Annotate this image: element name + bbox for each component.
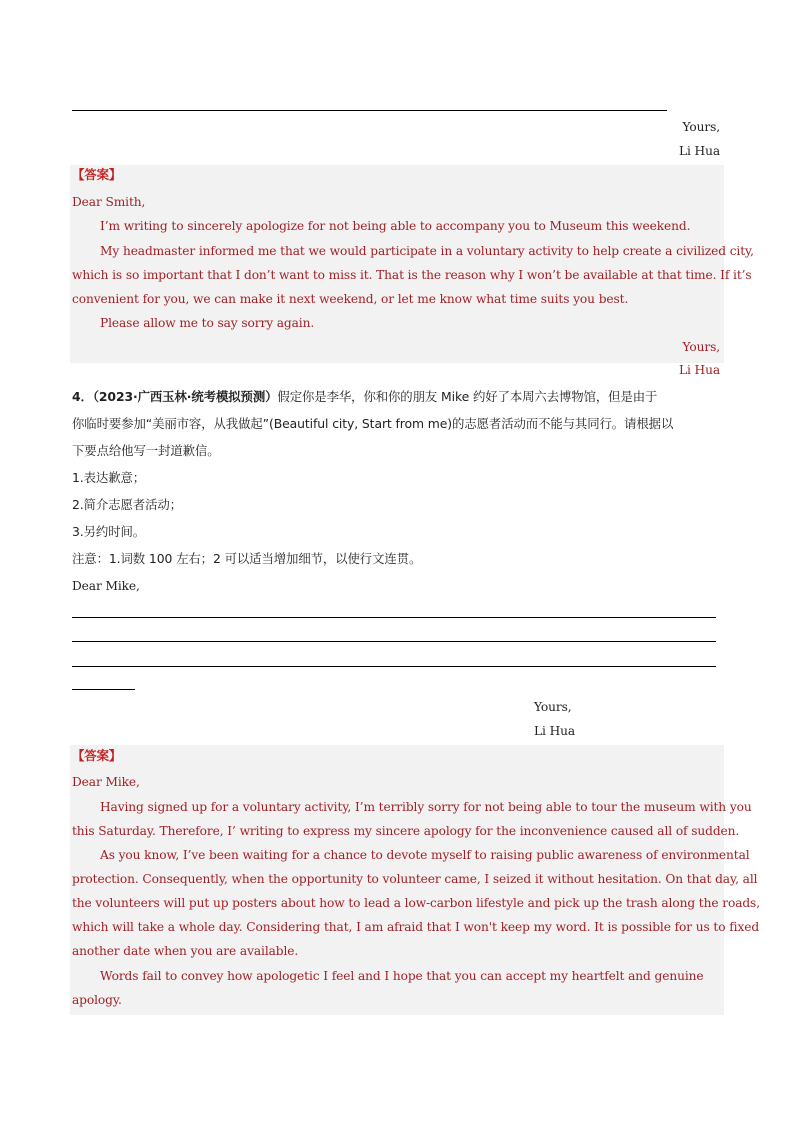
answer-paragraph: My headmaster informed me that we would participate in a voluntary activity to help create a civilized city, [100, 244, 754, 258]
answer-paragraph: Having signed up for a voluntary activity, I’m terribly sorry for not being able to tour the museum with you [100, 800, 752, 814]
question-text: 你临时要参加“美丽市容，从我做起”(Beautiful city, Start from me)的志愿者活动而不能与其同行。请根据以 [72, 416, 674, 431]
writing-line [72, 666, 716, 667]
question-text: 下要点给他写一封道歉信。 [72, 443, 220, 458]
answer-greeting: Dear Mike, [72, 775, 140, 789]
answer-paragraph: convenient for you, we can make it next weekend, or let me know what time suits you best. [72, 292, 629, 306]
question-4-line-1 [72, 389, 657, 405]
answer-closing: Yours, [682, 340, 720, 354]
answer-block-1 [70, 165, 724, 363]
closing-text: Yours, [534, 700, 572, 714]
answer-paragraph: Words fail to convey how apologetic I feel and I hope that you can accept my heartfelt and genuine [100, 969, 704, 983]
answer-paragraph: protection. Consequently, when the opportunity to volunteer came, I seized it without hesitation. On that day, all [72, 872, 758, 886]
writing-line [72, 689, 135, 690]
answer-paragraph: which will take a whole day. Considering that, I am afraid that I won't keep my word. It is possible for us to fixed [72, 920, 760, 934]
answer-paragraph: apology. [72, 993, 122, 1007]
signature-text: Li Hua [534, 724, 576, 738]
question-point: 1.表达歉意； [72, 470, 146, 485]
question-text: 假定你是李华，你和你的朋友 Mike 约好了本周六去博物馆，但是由于 [277, 389, 658, 404]
writing-line [72, 110, 667, 111]
question-source: （2023·广西玉林·统考模拟预测） [92, 389, 278, 404]
answer-paragraph: As you know, I’ve been waiting for a chance to devote myself to raising public awareness of environmental [100, 848, 750, 862]
writing-line [72, 617, 716, 618]
answer-paragraph: I’m writing to sincerely apologize for not being able to accompany you to Museum this weekend. [100, 219, 691, 233]
answer-paragraph: this Saturday. Therefore, I’ writing to express my sincere apology for the inconvenience caused all of sudden. [72, 824, 740, 838]
answer-paragraph: which is so important that I don’t want to miss it. That is the reason why I won’t be available at that time. If it’s [72, 268, 752, 282]
closing-text: Yours, [682, 120, 720, 134]
question-note: 注意：1.词数 100 左右；2 可以适当增加细节，以使行文连贯。 [72, 551, 422, 566]
answer-paragraph: Please allow me to say sorry again. [100, 316, 315, 330]
question-point: 3.另约时间。 [72, 524, 146, 539]
answer-label: 【答案】 [72, 167, 122, 182]
question-number: 4． [72, 389, 93, 404]
letter-greeting: Dear Mike, [72, 579, 140, 593]
writing-line [72, 641, 716, 642]
question-point: 2.简介志愿者活动； [72, 497, 182, 512]
answer-label: 【答案】 [72, 748, 122, 763]
signature-text: Li Hua [678, 144, 720, 158]
answer-paragraph: the volunteers will put up posters about how to lead a low-carbon lifestyle and pick up the trash along the roads, [72, 896, 760, 910]
answer-greeting: Dear Smith, [72, 195, 146, 209]
answer-paragraph: another date when you are available. [72, 944, 299, 958]
answer-signature: Li Hua [678, 363, 720, 377]
